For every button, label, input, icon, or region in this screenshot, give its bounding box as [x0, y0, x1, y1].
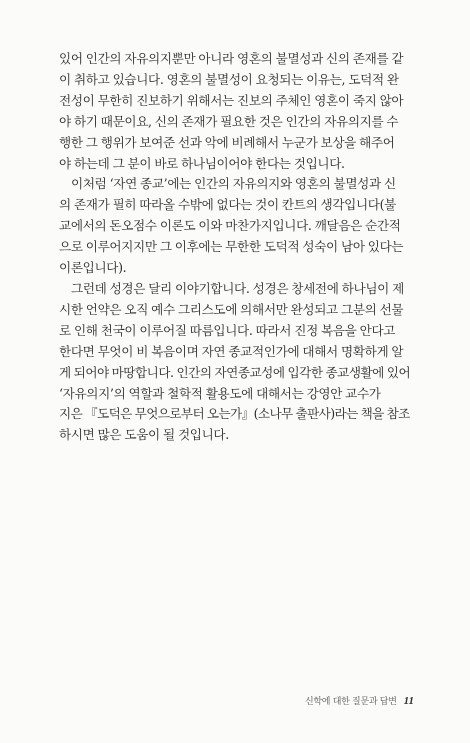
paragraph-1 [59, 49, 411, 174]
text-line: 지은 『도덕은 무엇으로부터 오는가』(소나무 출판사)라는 책을 참조 [59, 406, 410, 422]
text-line: 이 취하고 있습니다. 영혼의 불멸성이 요청되는 이유는, 도덕적 완 [59, 71, 399, 87]
page-number: 11 [403, 695, 414, 707]
text-line: 야 하기 때문이요, 신의 존재가 필요한 것은 인간의 자유의지를 수 [59, 113, 399, 129]
text-line: 이처럼 ‘자연 종교’에는 인간의 자유의지와 영혼의 불멸성과 신 [71, 176, 396, 192]
text-line: 그런데 성경은 달리 이야기합니다. 성경은 창세전에 하나님이 제 [71, 280, 404, 296]
paragraph-2 [59, 174, 411, 279]
text-line: 전성이 무한히 진보하기 위해서는 진보의 주체인 영혼이 죽지 않아 [59, 92, 404, 108]
running-head: 신학에 대한 질문과 답변 [304, 697, 397, 707]
page-footer [305, 694, 414, 707]
text-line: 이론입니다). [59, 260, 127, 276]
text-line: 의 존재가 필히 따라올 수밖에 없다는 것이 칸트의 생각입니다(불 [59, 197, 396, 213]
text-line: 한다면 무엇이 비 복음이며 자연 종교적인가에 대해서 명확하게 알 [59, 343, 404, 359]
paragraph-3 [59, 279, 411, 446]
text-line: 교에서의 돈오점수 이론도 이와 마찬가지입니다. 깨달음은 순간적 [59, 218, 401, 234]
text-line: 시한 언약은 오직 예수 그리스도에 의해서만 완성되고 그분의 선물 [59, 301, 404, 317]
body-text [59, 49, 411, 446]
text-line: 있어 인간의 자유의지뿐만 아니라 영혼의 불멸성과 신의 존재를 같 [59, 51, 404, 66]
text-line: ‘자유의지’의 역할과 철학적 활용도에 대해서는 강영안 교수가 [59, 385, 381, 401]
text-line: 행한 그 행위가 보여준 선과 악에 비례해서 누군가 보상을 해주어 [59, 134, 395, 150]
text-line: 으로 이루어지지만 그 이후에는 무한한 도덕적 성숙이 남아 있다는 [59, 239, 404, 255]
text-line: 야 하는데 그 분이 바로 하나님이어야 한다는 것입니다. [59, 155, 345, 171]
text-line: 하시면 많은 도움이 될 것입니다. [59, 427, 229, 443]
text-line: 로 인해 천국이 이루어질 따름입니다. 따라서 진정 복음을 안다고 [59, 322, 396, 338]
text-line: 게 되어야 마땅합니다. 인간의 자연종교성에 입각한 종교생활에 있어 [59, 364, 411, 380]
